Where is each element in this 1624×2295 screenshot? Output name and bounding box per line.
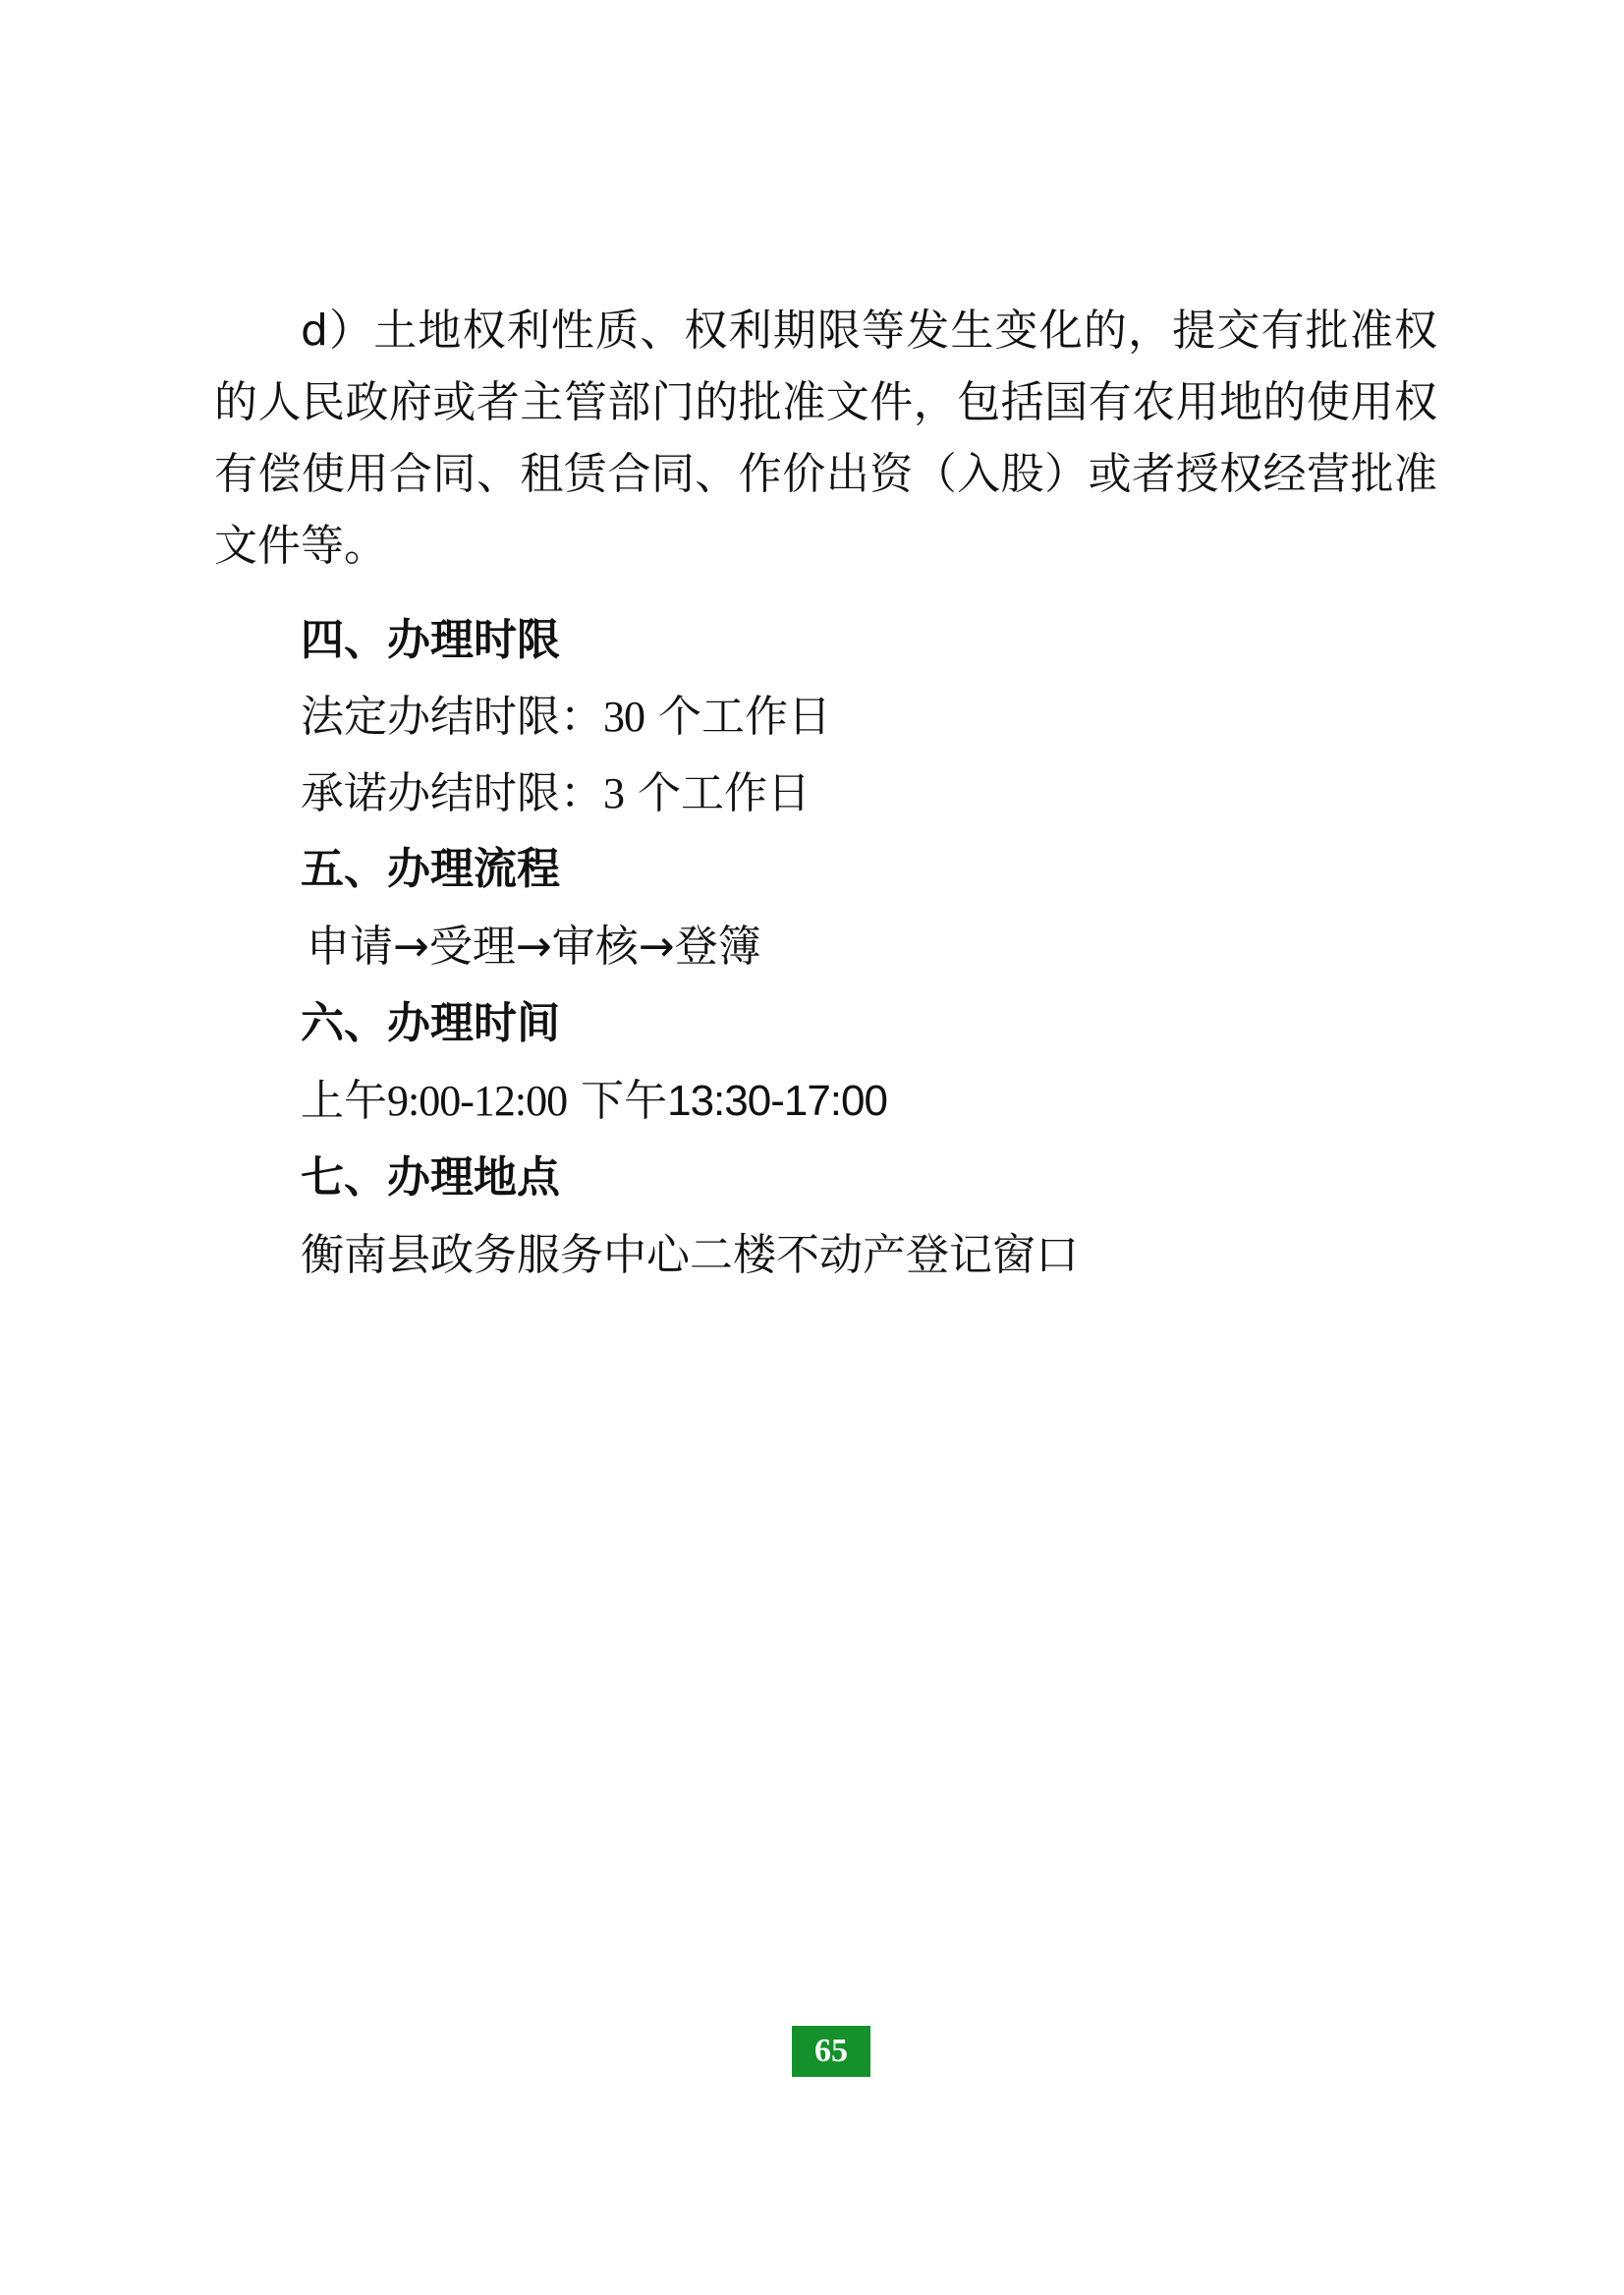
paragraph-d	[214, 295, 1437, 582]
heading-time-limit: 四、办理时限	[301, 615, 560, 665]
heading-process: 五、办理流程	[301, 844, 560, 894]
location-address: 衡南县政务服务中心二楼不动产登记窗口	[301, 1230, 1079, 1280]
office-hours	[301, 1074, 887, 1129]
heading-hours: 六、办理时间	[301, 998, 560, 1048]
morning-label: 上午	[301, 1076, 387, 1126]
legal-time-limit-label: 法定办结时限：	[301, 692, 603, 742]
heading-location: 七、办理地点	[301, 1152, 560, 1203]
promise-time-limit-label: 承诺办结时限：	[301, 768, 603, 818]
promise-time-limit-number: 3	[603, 769, 624, 817]
process-steps: 申请→受理→审核→登簿	[307, 922, 761, 972]
afternoon-label: 下午	[567, 1076, 668, 1126]
promise-time-limit-unit: 个工作日	[624, 768, 811, 818]
paragraph-d-text: d）土地权利性质、权利期限等发生变化的，提交有批准权的人民政府或者主管部门的批准文件，包括国有农用地的使用权有偿使用合同、租赁合同、作价出资（入股）或者授权经营批准文件等。	[214, 306, 1437, 571]
legal-time-limit	[301, 690, 831, 745]
page-number-badge: 65	[792, 2026, 870, 2077]
legal-time-limit-number: 30	[603, 693, 644, 741]
morning-time: 9:00-12:00	[387, 1077, 568, 1125]
promise-time-limit	[301, 766, 811, 821]
afternoon-time: 13:30-17:00	[667, 1077, 887, 1125]
legal-time-limit-unit: 个工作日	[644, 692, 831, 742]
